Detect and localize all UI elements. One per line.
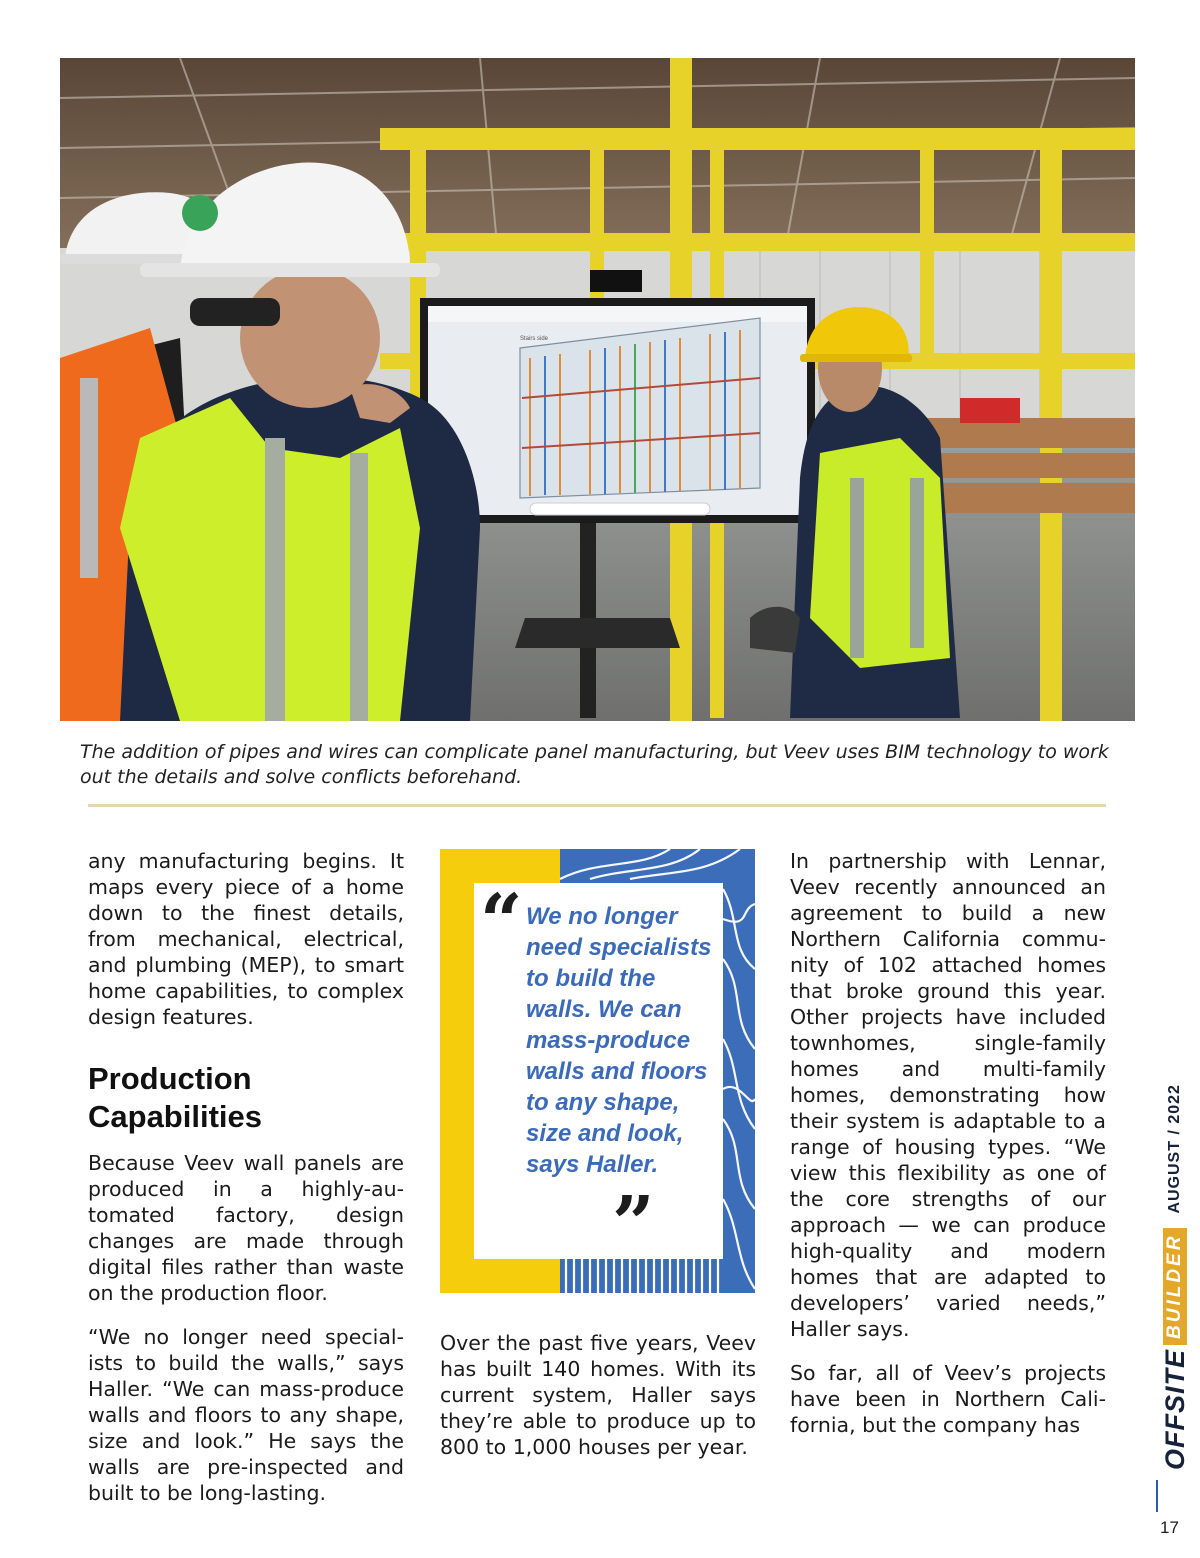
body-paragraph: Because Veev wall panels are produced in a highly-automated factory, design changes are made through digital files rather than waste on the production floor. <box>88 1151 404 1305</box>
pull-quote-text: We no longer need specialists to build the walls. We can mass-produce walls and floors to any shape, size and look, says Haller. <box>526 903 712 1178</box>
photo-caption: The addition of pipes and wires can complicate panel manufacturing, but Veev uses BIM technology to work out the details and solve conflicts beforehand. <box>80 741 1109 788</box>
brand-name-part1: OFFSITE <box>1159 1349 1190 1470</box>
body-paragraph: In partnership with Lennar, Veev recently announced an agreement to build a new Northern California community of 102 attached homes that broke ground this year. Other projects have included townhomes, single-family homes and multi-family homes, demonstrating how their system is adaptable to a range of housing types. “We view this flexibility as one of the core strengths of our approach — we can produce high-quality and modern homes that are adapted to developers’ varied needs,” Haller says. <box>790 849 1106 1341</box>
section-heading: Production Capabilities <box>88 1061 262 1134</box>
screen-label: Stairs side <box>520 336 549 342</box>
side-accent-line <box>1156 1480 1158 1512</box>
body-paragraph: So far, all of Veev’s projects have been in Northern California, but the company has <box>790 1361 1106 1437</box>
issue-date: AUGUST / 2022 <box>1166 1084 1183 1214</box>
brand-name-part2: BUILDER <box>1163 1228 1187 1345</box>
article-column-1 <box>88 848 404 1524</box>
factory-photo-illustration <box>60 58 1135 721</box>
body-paragraph: “We no longer need specialists to build the walls,” says Haller. “We can mass-produce walls and floors to any shape, size and look.” He says the walls are pre-inspected and built to be long-lasting. <box>88 1325 404 1505</box>
body-paragraph: any manufacturing begins. It maps every piece of a home down to the finest details, from mechanical, electrical, and plumbing (MEP), to smart home capabilities, to complex design features. <box>88 849 404 1029</box>
pull-quote-box <box>440 849 755 1293</box>
page-number: 17 <box>1160 1518 1179 1537</box>
article-column-3 <box>790 848 1106 1456</box>
body-paragraph: Over the past five years, Veev has built 140 homes. With its current system, Haller says they’re able to produce up to 800 to 1,000 houses per year. <box>440 1331 756 1459</box>
open-quote-icon: “ <box>480 879 523 965</box>
magazine-side-tab <box>1159 1084 1190 1470</box>
feature-photo <box>60 58 1135 721</box>
close-quote-icon: ” <box>612 1181 655 1267</box>
article-column-2 <box>440 1330 756 1478</box>
caption-divider <box>88 804 1106 807</box>
